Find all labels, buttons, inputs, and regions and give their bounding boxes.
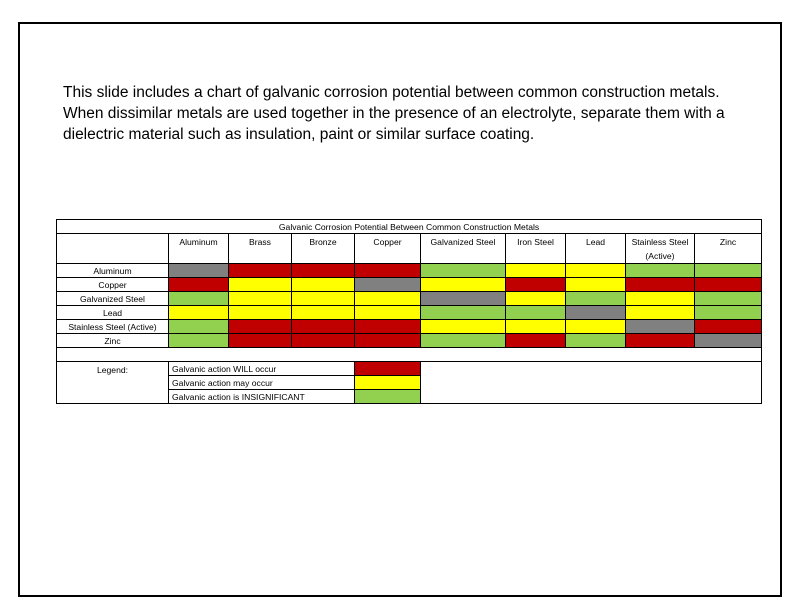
matrix-cell-red	[229, 264, 292, 278]
legend-swatch-yellow	[355, 376, 421, 390]
matrix-cell-yellow	[506, 292, 566, 306]
matrix-cell-green	[566, 334, 626, 348]
row-label: Aluminum	[57, 264, 169, 278]
matrix-cell-green	[421, 264, 506, 278]
matrix-cell-yellow	[169, 306, 229, 320]
matrix-cell-red	[229, 334, 292, 348]
matrix-cell-yellow	[292, 292, 355, 306]
matrix-cell-yellow	[506, 264, 566, 278]
legend-row	[57, 362, 762, 376]
legend-text-will: Galvanic action WILL occur	[169, 362, 355, 376]
matrix-cell-yellow	[292, 306, 355, 320]
matrix-cell-yellow	[566, 278, 626, 292]
matrix-cell-gray	[695, 334, 762, 348]
matrix-cell-yellow	[421, 320, 506, 334]
matrix-cell-red	[355, 264, 421, 278]
galvanic-corrosion-table	[56, 219, 762, 404]
matrix-cell-gray	[421, 292, 506, 306]
matrix-cell-yellow	[506, 320, 566, 334]
matrix-cell-red	[506, 334, 566, 348]
matrix-cell-red	[355, 320, 421, 334]
spacer-row	[57, 348, 762, 362]
matrix-cell-yellow	[566, 264, 626, 278]
matrix-cell-yellow	[355, 306, 421, 320]
table-row	[57, 320, 762, 334]
legend-text-insignificant: Galvanic action is INSIGNIFICANT	[169, 390, 355, 404]
matrix-cell-yellow	[626, 292, 695, 306]
column-header: Lead	[566, 234, 626, 264]
matrix-cell-gray	[566, 306, 626, 320]
matrix-cell-green	[695, 292, 762, 306]
matrix-cell-red	[292, 320, 355, 334]
column-header: Stainless Steel (Active)	[626, 234, 695, 264]
matrix-cell-green	[566, 292, 626, 306]
row-label: Zinc	[57, 334, 169, 348]
legend-text-may: Galvanic action may occur	[169, 376, 355, 390]
matrix-cell-yellow	[566, 320, 626, 334]
legend-blank-area	[421, 362, 762, 404]
matrix-cell-red	[292, 264, 355, 278]
matrix-cell-yellow	[229, 306, 292, 320]
column-header: Brass	[229, 234, 292, 264]
column-header-row	[57, 234, 762, 264]
column-header: Galvanized Steel	[421, 234, 506, 264]
matrix-cell-gray	[626, 320, 695, 334]
legend-swatch-red	[355, 362, 421, 376]
spacer-cell	[57, 348, 762, 362]
matrix-cell-yellow	[229, 292, 292, 306]
matrix-cell-red	[695, 278, 762, 292]
legend-swatch-green	[355, 390, 421, 404]
table-row	[57, 264, 762, 278]
corner-cell	[57, 234, 169, 264]
intro-paragraph: This slide includes a chart of galvanic corrosion potential between common construction metals. When dissimilar metals are used together in the presence of an electrolyte, separate them with a dielectric material such as insulation, paint or similar surface coating.	[63, 84, 725, 143]
matrix-cell-green	[421, 334, 506, 348]
matrix-cell-green	[169, 292, 229, 306]
matrix-cell-red	[695, 320, 762, 334]
row-label: Galvanized Steel	[57, 292, 169, 306]
column-header: Iron Steel	[506, 234, 566, 264]
matrix-cell-yellow	[421, 278, 506, 292]
legend-title: Legend:	[57, 362, 169, 404]
matrix-cell-green	[506, 306, 566, 320]
matrix-cell-yellow	[626, 306, 695, 320]
matrix-cell-yellow	[229, 278, 292, 292]
matrix-cell-green	[169, 334, 229, 348]
matrix-cell-green	[695, 306, 762, 320]
matrix-cell-red	[626, 278, 695, 292]
table-row	[57, 292, 762, 306]
row-label: Lead	[57, 306, 169, 320]
matrix-cell-green	[421, 306, 506, 320]
table-row	[57, 334, 762, 348]
table-title: Galvanic Corrosion Potential Between Common Construction Metals	[57, 220, 762, 234]
row-label: Copper	[57, 278, 169, 292]
column-header: Aluminum	[169, 234, 229, 264]
column-header: Zinc	[695, 234, 762, 264]
matrix-cell-red	[292, 334, 355, 348]
matrix-cell-green	[626, 264, 695, 278]
matrix-cell-red	[626, 334, 695, 348]
matrix-cell-yellow	[355, 292, 421, 306]
column-header: Bronze	[292, 234, 355, 264]
matrix-cell-gray	[169, 264, 229, 278]
matrix-cell-green	[169, 320, 229, 334]
matrix-cell-yellow	[292, 278, 355, 292]
column-header: Copper	[355, 234, 421, 264]
matrix-cell-red	[229, 320, 292, 334]
table-row	[57, 306, 762, 320]
row-label: Stainless Steel (Active)	[57, 320, 169, 334]
table-row	[57, 278, 762, 292]
matrix-cell-green	[695, 264, 762, 278]
matrix-cell-red	[169, 278, 229, 292]
matrix-cell-red	[355, 334, 421, 348]
matrix-cell-red	[506, 278, 566, 292]
matrix-cell-gray	[355, 278, 421, 292]
